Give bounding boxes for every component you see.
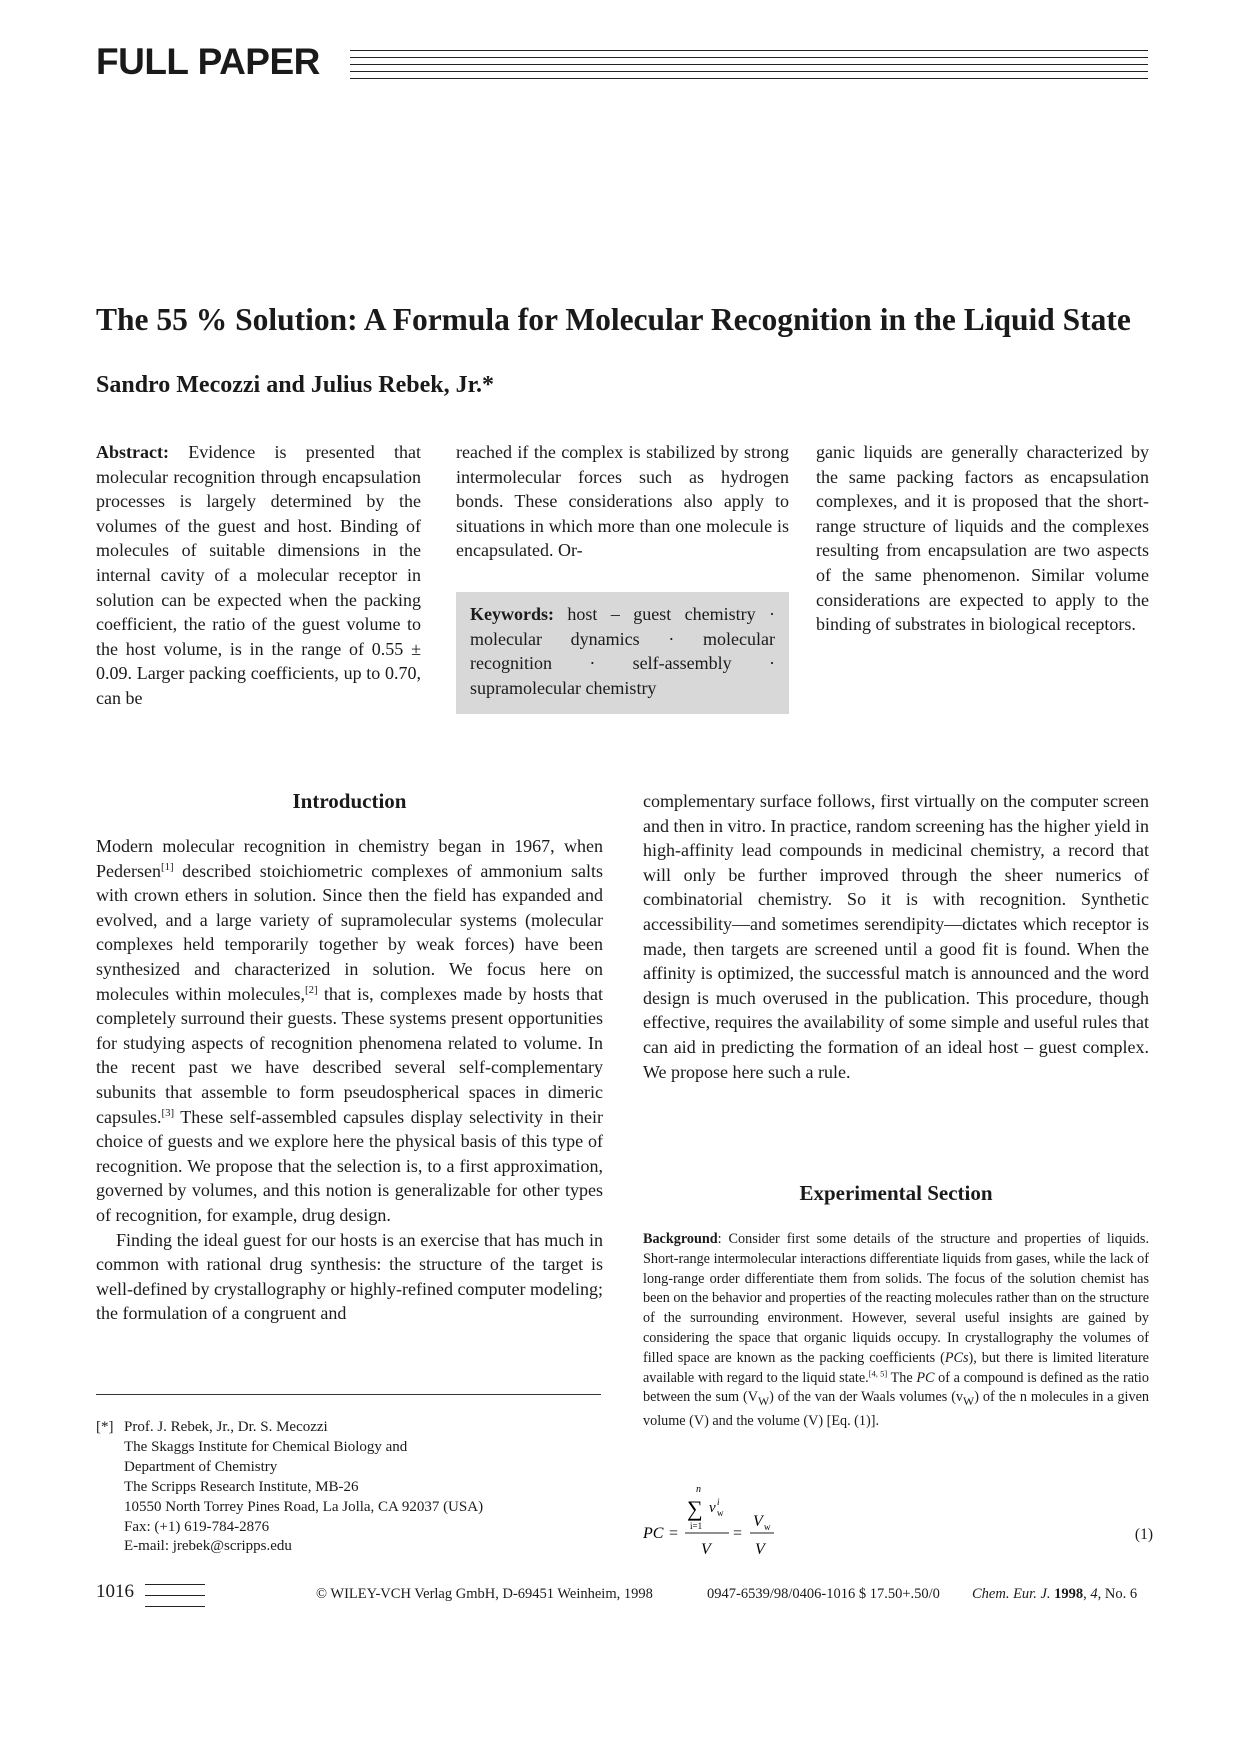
footnote-rule bbox=[96, 1394, 601, 1395]
equation-graphic bbox=[643, 1480, 1083, 1590]
journal-citation: Chem. Eur. J. 1998, 4, No. 6 bbox=[972, 1586, 1138, 1602]
ref-2: [2] bbox=[305, 983, 318, 996]
section-label: FULL PAPER bbox=[96, 41, 320, 82]
footnote-line: 10550 North Torrey Pines Road, La Jolla, CA 92037 (USA) bbox=[124, 1498, 484, 1515]
issn-code: 0947-6539/98/0406-1016 $ 17.50+.50/0 bbox=[707, 1586, 940, 1602]
header-rules bbox=[350, 50, 1148, 80]
eq-lhs: PC bbox=[643, 1525, 664, 1542]
keywords-text: host – guest chemistry · molecular dynamics · molecular recognition · self-assembly · supramolecular chemistry bbox=[470, 604, 775, 698]
experimental-heading: Experimental Section bbox=[799, 1181, 993, 1205]
introduction-heading: Introduction bbox=[292, 789, 407, 813]
abstract-label: Abstract: bbox=[96, 442, 169, 462]
eq-rhs-num-sub: w bbox=[764, 1522, 771, 1532]
abstract-col-2: reached if the complex is stabilized by strong intermolecular forces such as hydrogen bonds. These considerations also apply to situations in which more than one molecule is encapsulated. Or- bbox=[456, 442, 789, 561]
footnote-line: Fax: (+1) 619-784-2876 bbox=[124, 1518, 270, 1535]
footnote-mark: [*] bbox=[96, 1419, 114, 1435]
eq-term-sup: i bbox=[717, 1497, 720, 1507]
ref-4-5: [4, 5] bbox=[868, 1367, 888, 1378]
copyright-notice: © WILEY-VCH Verlag GmbH, D-69451 Weinheim, 1998 bbox=[316, 1586, 653, 1602]
eq-sum-top: n bbox=[696, 1484, 701, 1495]
intro-paragraph-2: Finding the ideal guest for our hosts is an exercise that has much in common with rational drug synthesis: the structure of the target is well-defined by crystallography or highly-refined computer modeling; the formulation of a congruent and bbox=[96, 1229, 603, 1324]
abstract-text-1: Evidence is presented that molecular recognition through encapsulation processes is largely determined by the volumes of the guest and host. Binding of molecules of suitable dimensions in the internal cavity of a molecular receptor in solution can be expected when the packing coefficient, the ratio of the guest volume to the host volume, is in the range of 0.55 ± 0.09. Larger packing coefficients, up to 0.70, can be bbox=[96, 442, 422, 708]
eq-equals-1: = bbox=[669, 1525, 679, 1542]
eq-sum-bottom: i=1 bbox=[690, 1521, 703, 1531]
ref-3: [3] bbox=[161, 1106, 175, 1119]
eq-term-sub: w bbox=[717, 1508, 724, 1518]
footnote-line: The Scripps Research Institute, MB-26 bbox=[124, 1478, 359, 1495]
abstract-col-3: ganic liquids are generally characterized by the same packing factors as encapsulation complexes, and it is proposed that the short-range structure of liquids and the complexes resulting from encapsulation are two aspects of the same phenomenon. Similar volume considerations are expected to apply to the binding of substrates in biological receptors. bbox=[816, 442, 1149, 635]
introduction-column bbox=[96, 834, 603, 1326]
eq-rhs-den: V bbox=[755, 1541, 765, 1558]
page-number: 1016 bbox=[96, 1581, 134, 1602]
eq-rhs-num: V bbox=[753, 1513, 763, 1530]
intro-paragraph-3: complementary surface follows, first virtually on the computer screen and then in vitro. In practice, random screening has the higher yield in high-affinity lead compounds in medicinal chemistry, a record that will only be further improved through the sheer numerics of combinatorial chemistry. So it is with recognition. Synthetic accessibility—and sometimes serendipity—dictates which receptor is made, then targets are screened until a good fit is found. When the affinity is optimized, the successful match is announced and the word design is much overused in the publication. This procedure, though effective, requires the availability of some simple and useful rules that can aid in predicting the formation of an ideal host – guest complex. We propose here such a rule. bbox=[643, 791, 1150, 1082]
abstract-col-1 bbox=[96, 440, 421, 711]
page-number-rules bbox=[145, 1584, 205, 1606]
author-affiliation-footnote bbox=[96, 1418, 616, 1557]
sum-icon: ∑ bbox=[687, 1496, 703, 1521]
keywords-label: Keywords: bbox=[470, 604, 554, 624]
authors: Sandro Mecozzi and Julius Rebek, Jr.* bbox=[96, 372, 495, 398]
footnote-line: The Skaggs Institute for Chemical Biology and bbox=[124, 1438, 408, 1455]
paper-title: The 55 % Solution: A Formula for Molecular Recognition in the Liquid State bbox=[96, 302, 1131, 337]
equation-1 bbox=[643, 1480, 1155, 1590]
ref-1: [1] bbox=[160, 860, 174, 873]
footnote-email: E-mail: jrebek@scripps.edu bbox=[124, 1538, 292, 1555]
eq-equals-2: = bbox=[733, 1525, 743, 1542]
equation-number: (1) bbox=[1134, 1526, 1153, 1543]
intro-paragraph-1: Modern molecular recognition in chemistry began in 1967, when Pedersen[1] described stoichiometric complexes of ammonium salts with crown ethers in solution. Since then the field has expanded and evolved, and a large variety of supramolecular systems (molecular complexes held temporarily together by weak forces) have been synthesized and characterized in solution. We focus here on molecules within molecules,[2] that is, complexes made by hosts that completely surround their guests. These systems present opportunities for studying aspects of recognition phenomena related to volume. In the recent past we have described several self-complementary subunits that assemble to form pseudospherical spaces in dimeric capsules.[3] These self-assembled capsules display selectivity in their choice of guests and we explore here the physical basis of this type of recognition. We propose that the selection is, to a first approximation, governed by volumes, and this notion is generalizable for other types of recognition, for example, drug design. bbox=[96, 836, 604, 1225]
footnote-line: Prof. J. Rebek, Jr., Dr. S. Mecozzi bbox=[124, 1419, 328, 1435]
eq-term: v bbox=[709, 1500, 716, 1516]
background-label: Background bbox=[643, 1231, 718, 1247]
eq-denominator: V bbox=[701, 1541, 711, 1558]
background-paragraph: Background: Consider first some details of the structure and properties of liquids. Short-range intermolecular interactions differentiate liquids from gases, while the lack of long-range order differentiate them from solids. The focus of the solution chemist has been on the behavior and properties of the reacting molecules rather than on the structure of the surrounding environment. However, several useful insights are gained by considering the space that organic liquids occupy. In crystallography the volumes of filled space are known as the packing coefficients (PCs), but there is limited literature available with regard to the liquid state.[4, 5] The PC of a compound is defined as the ratio between the sum $(V_W)$ of the van der Waals volumes $(v_W)$ of the n molecules in a given volume (V) and the volume (V) [Eq. (1)]. bbox=[643, 1231, 1149, 1429]
keywords-box bbox=[456, 592, 789, 714]
footnote-line: Department of Chemistry bbox=[124, 1458, 278, 1475]
